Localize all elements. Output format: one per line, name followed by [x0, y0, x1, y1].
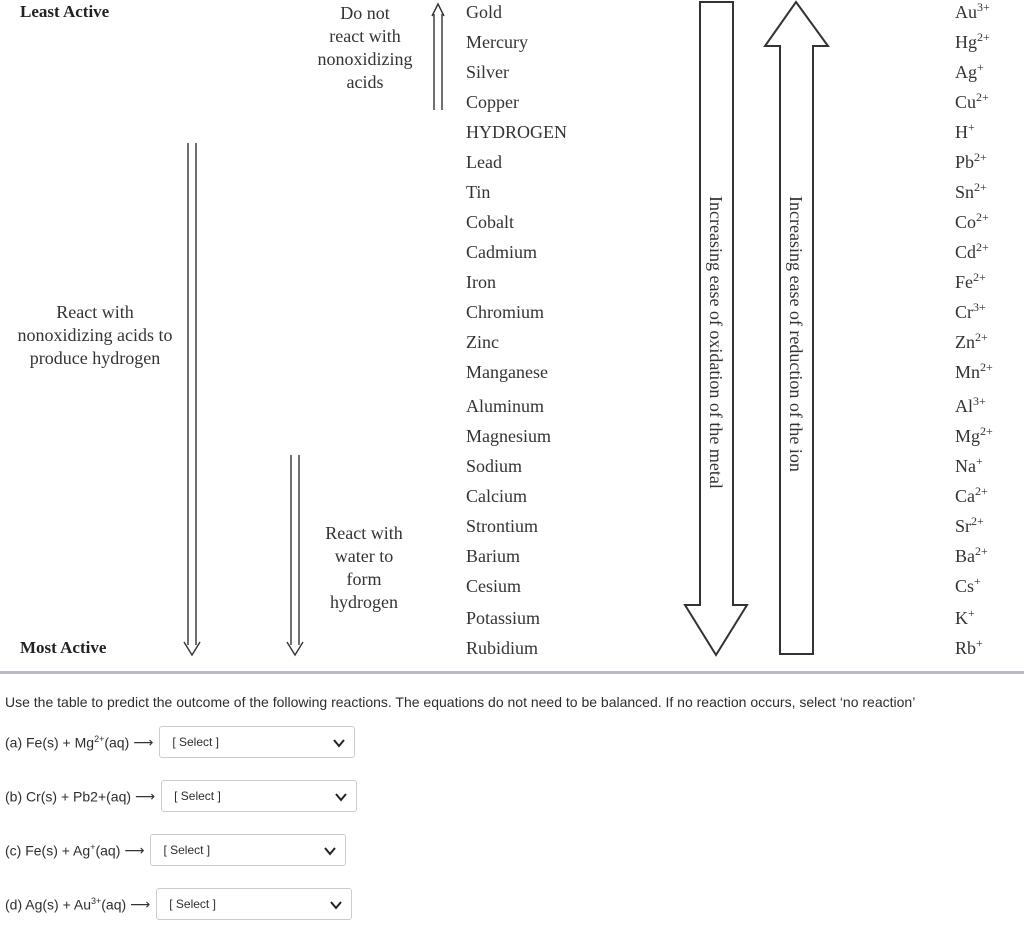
- ion-item: [955, 122, 975, 143]
- answer-select[interactable]: [159, 726, 355, 758]
- ion-item: [955, 456, 983, 477]
- ion-symbol: Fe: [955, 272, 973, 292]
- no-react-acids-label: Do not react with nonoxidizing acids: [317, 3, 413, 92]
- up-double-arrow-icon: [432, 4, 444, 110]
- chevron-down-icon: [323, 844, 337, 858]
- least-active-label: Least Active: [20, 2, 110, 21]
- ion-item: [955, 92, 989, 113]
- ion-charge: +: [968, 606, 975, 620]
- reaction-arrow-icon: ⟶: [130, 895, 151, 912]
- ion-item: [955, 332, 988, 353]
- reaction-equation: [5, 788, 131, 805]
- ion-charge: 2+: [980, 360, 993, 374]
- ion-symbol: Hg: [955, 32, 977, 52]
- ion-symbol: H: [955, 122, 968, 142]
- metal-item: Zinc: [466, 332, 499, 352]
- down-double-arrow-water-icon: [287, 455, 303, 655]
- ion-item: [955, 426, 993, 447]
- metal-item: Manganese: [466, 362, 548, 382]
- ion-item: [955, 576, 981, 597]
- ion-symbol: Cu: [955, 92, 977, 112]
- ion-charge: 2+: [971, 514, 984, 528]
- equation-suffix: (aq): [101, 896, 127, 913]
- ion-item: [955, 638, 983, 659]
- select-value: [ Select ]: [174, 789, 221, 803]
- ion-symbol: Ca: [955, 486, 975, 506]
- divider: [0, 671, 1024, 674]
- equation-suffix: (aq): [104, 734, 130, 751]
- ion-charge: +: [976, 636, 983, 650]
- ion-charge: 2+: [973, 270, 986, 284]
- ion-item: [955, 608, 975, 629]
- answer-select[interactable]: [150, 834, 346, 866]
- ion-item: [955, 152, 987, 173]
- ion-item: [955, 242, 989, 263]
- metal-item: Cobalt: [466, 212, 514, 232]
- ion-symbol: Mn: [955, 362, 981, 382]
- answer-select[interactable]: [156, 888, 352, 920]
- select-value: [ Select ]: [163, 843, 211, 857]
- ion-item: [955, 32, 990, 53]
- ion-symbol: Mg: [955, 426, 981, 446]
- chevron-down-icon: [334, 790, 348, 804]
- ion-item: [955, 212, 989, 233]
- equation-suffix: (aq): [95, 842, 121, 859]
- ion-symbol: Cs: [955, 576, 975, 596]
- reaction-equation: [5, 842, 120, 859]
- ion-symbol: Sn: [955, 182, 975, 202]
- metal-item: HYDROGEN: [466, 122, 567, 142]
- metal-item: Strontium: [466, 516, 539, 536]
- ion-item: [955, 2, 990, 23]
- metal-item: Lead: [466, 152, 502, 172]
- metal-item: Sodium: [466, 456, 523, 476]
- metal-item: Cesium: [466, 576, 522, 596]
- ion-symbol: Na: [955, 456, 976, 476]
- down-double-arrow-icon: [184, 143, 200, 655]
- ion-charge: 2+: [975, 544, 988, 558]
- answer-select[interactable]: [161, 780, 357, 812]
- ion-charge: 2+: [976, 210, 989, 224]
- ion-charge: +: [976, 454, 983, 468]
- ion-charge: +: [977, 60, 984, 74]
- ion-item: [955, 516, 984, 537]
- metal-item: Copper: [466, 92, 519, 112]
- ion-item: [955, 62, 984, 83]
- reduction-arrow-label: Increasing ease of reduction of the ion: [786, 196, 806, 472]
- ion-charge: 2+: [976, 240, 989, 254]
- react-water-label: React with water to form hydrogen: [325, 523, 403, 612]
- equation-prefix: (a) Fe(s) + Mg: [5, 734, 95, 751]
- ion-item: [955, 362, 993, 383]
- ion-charge: 3+: [973, 394, 986, 408]
- react-acids-label: React with nonoxidizing acids to produce hydrogen: [17, 302, 173, 368]
- select-value: [ Select ]: [172, 735, 220, 749]
- metal-item: Mercury: [466, 32, 528, 52]
- oxidation-arrow-label: Increasing ease of oxidation of the metal: [706, 196, 726, 489]
- select-value: [ Select ]: [169, 897, 216, 911]
- metal-item: Gold: [466, 2, 502, 22]
- ion-symbol: Ba: [955, 546, 975, 566]
- ion-symbol: Co: [955, 212, 977, 232]
- ion-symbol: Pb: [955, 152, 975, 172]
- equation-prefix: (d) Ag(s) + Au: [5, 896, 91, 913]
- ion-symbol: Al: [955, 396, 973, 416]
- ion-charge: 2+: [974, 150, 987, 164]
- ion-symbol: K: [955, 608, 968, 628]
- ion-symbol: Ag: [955, 62, 977, 82]
- metal-item: Cadmium: [466, 242, 537, 262]
- reaction-arrow-icon: ⟶: [133, 733, 154, 750]
- reaction-equation: [5, 734, 129, 751]
- metal-item: Calcium: [466, 486, 527, 506]
- ion-charge: 2+: [975, 484, 988, 498]
- ion-charge: 2+: [977, 30, 990, 44]
- reaction-question: [5, 833, 346, 867]
- ion-item: [955, 486, 988, 507]
- ion-item: [955, 272, 986, 293]
- ion-charge: 2+: [980, 424, 993, 438]
- reaction-question: [5, 779, 357, 813]
- ion-symbol: Zn: [955, 332, 975, 352]
- ion-item: [955, 182, 987, 203]
- instructions-text: Use the table to predict the outcome of the following reactions. The equations do not need to be balanced. If no reaction occurs, select ‘no reaction’: [5, 694, 916, 710]
- ion-item: [955, 302, 986, 323]
- equation-charge: 2+: [94, 733, 105, 744]
- ion-charge: 2+: [976, 90, 989, 104]
- metal-item: Chromium: [466, 302, 545, 322]
- ion-charge: 3+: [977, 0, 990, 14]
- reaction-arrow-icon: ⟶: [135, 787, 156, 804]
- reaction-arrow-icon: ⟶: [124, 841, 145, 858]
- metal-item: Tin: [466, 182, 491, 202]
- metal-item: Iron: [466, 272, 496, 292]
- ion-symbol: Rb: [955, 638, 977, 658]
- metal-item: Rubidium: [466, 638, 539, 658]
- equation-charge: +: [90, 841, 96, 852]
- most-active-label: Most Active: [20, 638, 107, 657]
- ion-charge: +: [974, 574, 981, 588]
- equation-charge: 3+: [90, 895, 102, 906]
- ion-charge: 2+: [974, 180, 987, 194]
- ion-symbol: Cd: [955, 242, 977, 262]
- metal-item: Magnesium: [466, 426, 551, 446]
- equation-prefix: (c) Fe(s) + Ag: [5, 842, 91, 859]
- ion-symbol: Cr: [955, 302, 973, 322]
- metal-item: Aluminum: [466, 396, 545, 416]
- ion-symbol: Au: [955, 2, 977, 22]
- ion-charge: +: [968, 120, 975, 134]
- reaction-equation: [5, 896, 126, 913]
- ion-item: [955, 396, 986, 417]
- metal-item: Silver: [466, 62, 509, 82]
- equation-prefix: (b) Cr(s) + Pb2+(aq): [5, 788, 132, 805]
- ion-charge: 3+: [973, 300, 986, 314]
- metal-item: Barium: [466, 546, 520, 566]
- reaction-question: [5, 725, 355, 759]
- ion-item: [955, 546, 988, 567]
- ion-charge: 2+: [975, 330, 988, 344]
- reaction-question: [5, 887, 352, 921]
- chevron-down-icon: [332, 736, 346, 750]
- ion-symbol: Sr: [955, 516, 972, 536]
- chevron-down-icon: [329, 898, 343, 912]
- metal-item: Potassium: [466, 608, 541, 628]
